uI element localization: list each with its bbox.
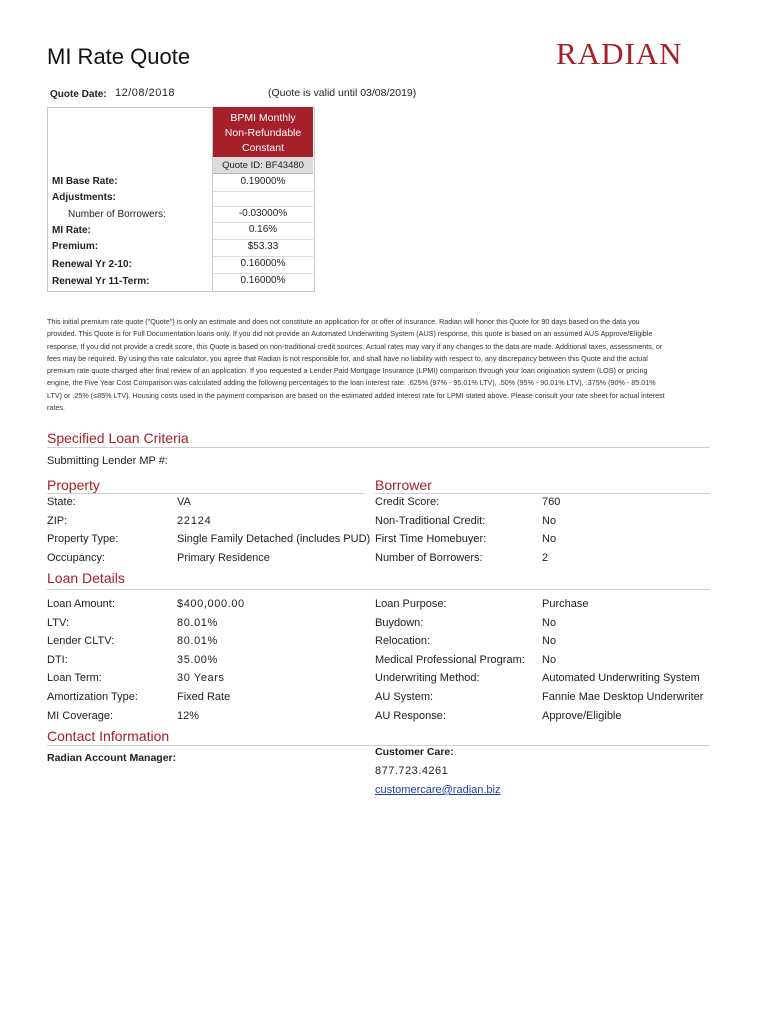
underwriting-method-value: Automated Underwriting System (542, 672, 700, 684)
section-divider (47, 493, 365, 494)
lender-cltv-value: 80.01% (177, 635, 218, 647)
loan-amount-value: $400,000.00 (177, 598, 245, 610)
section-title-property: Property (47, 477, 100, 493)
buydown-label: Buydown: (375, 617, 424, 629)
property-type-label: Property Type: (47, 533, 119, 545)
loan-purpose-value: Purchase (542, 598, 589, 610)
buydown-value: No (542, 617, 557, 629)
row-divider (213, 256, 313, 257)
row-divider (213, 222, 313, 223)
amortization-type-label: Amortization Type: (47, 691, 138, 703)
ltv-label: LTV: (47, 617, 70, 629)
section-title-borrower: Borrower (375, 477, 432, 493)
renewal-2-10-value: 0.16000% (240, 258, 286, 269)
row-divider (213, 206, 313, 207)
mi-base-rate-value: 0.19000% (240, 176, 286, 187)
property-type-value: Single Family Detached (includes PUD) (177, 533, 371, 545)
disclaimer-text: This initial premium rate quote ("Quote") is only an estimate and does not constitute an application for or offer of insurance. Radian will honor this Quote for 90 days based on the data you provided. This Quote is for Full Documentation loans only. If you did not provide an Automated Underwriting System (AUS) response, this quote is based on an assumed AUS Approve/Eligible response. If you did not provide a credit score, this Quote is based on non-traditional credit sources. Actual rates may vary if any changes to the data are made. Additional taxes, assessments, or fees may be required. By using this rate calculator, you agree that Radian is not responsible for, and shall have no liability with respect to, any discrepancy between this Quote and the actual premium rate quote charged after final review of an application. If you requested a Lender Paid Mortgage Insurance (LPMI) comparison through your loan origination system (LOS) or pricing engine, the Five Year Cost Comparison was calculated adding the following percentages to the loan interest rate: .625% (97% - 95.01% LTV), .50% (95% - 90.01% LTV), .375% (90% - 85.01% LTV) or .25% (≤85% LTV). Housing costs used in the payment comparison are based on the estimated added interest rate for LPMI stated above. Please consult your rate sheet for actual interest rates. (47, 317, 665, 413)
section-title-loan-details: Loan Details (47, 570, 125, 586)
quote-date-value: 12/08/2018 (115, 87, 176, 99)
customer-care-label: Customer Care: (375, 746, 454, 758)
page-title: MI Rate Quote (47, 44, 191, 69)
occupancy-label: Occupancy: (47, 552, 106, 564)
mi-rate-value: 0.16% (248, 224, 278, 235)
customer-care-phone: 877.723.4261 (375, 765, 449, 777)
number-of-borrowers-label: Number of Borrowers: (68, 209, 166, 220)
renewal-11-label: Renewal Yr 11-Term: (52, 276, 150, 287)
loan-purpose-label: Loan Purpose: (375, 598, 447, 610)
customer-care-email-link[interactable]: customercare@radian.biz (375, 784, 501, 796)
amortization-type-value: Fixed Rate (177, 691, 231, 703)
number-of-borrowers-field-label: Number of Borrowers: (375, 552, 483, 564)
mi-rate-label: MI Rate: (52, 225, 91, 236)
dti-label: DTI: (47, 654, 68, 666)
first-time-homebuyer-value: No (542, 533, 557, 545)
row-divider (213, 191, 313, 192)
dti-value: 35.00% (177, 654, 218, 666)
loan-term-value: 30 Years (177, 672, 225, 684)
quote-valid-note: (Quote is valid until 03/08/2019) (268, 87, 417, 99)
ltv-value: 80.01% (177, 617, 218, 629)
state-value: VA (177, 496, 191, 508)
section-divider (375, 493, 710, 494)
lender-mp-label: Submitting Lender MP #: (47, 455, 168, 467)
relocation-label: Relocation: (375, 635, 431, 647)
loan-term-label: Loan Term: (47, 672, 102, 684)
renewal-11-value: 0.16000% (240, 275, 286, 286)
au-response-label: AU Response: (375, 710, 446, 722)
product-header (213, 107, 313, 157)
mi-coverage-label: MI Coverage: (47, 710, 114, 722)
number-of-borrowers-field-value: 2 (542, 552, 549, 564)
zip-label: ZIP: (47, 515, 68, 527)
credit-score-value: 760 (542, 496, 561, 508)
au-system-label: AU System: (375, 691, 434, 703)
au-system-value: Fannie Mae Desktop Underwriter (542, 691, 704, 703)
section-title-contact: Contact Information (47, 728, 170, 744)
section-title-criteria: Specified Loan Criteria (47, 430, 189, 446)
state-label: State: (47, 496, 76, 508)
row-divider (213, 239, 313, 240)
quote-date-label: Quote Date: (50, 89, 107, 100)
au-response-value: Approve/Eligible (542, 710, 622, 722)
quote-id: Quote ID: BF43480 (213, 157, 313, 174)
account-manager-label: Radian Account Manager: (47, 752, 177, 764)
section-divider (47, 589, 710, 590)
premium-value: $53.33 (247, 241, 279, 252)
adjustments-label: Adjustments: (52, 192, 116, 203)
lender-cltv-label: Lender CLTV: (47, 635, 115, 647)
premium-label: Premium: (52, 241, 99, 252)
renewal-2-10-label: Renewal Yr 2-10: (52, 259, 132, 270)
non-traditional-credit-value: No (542, 515, 557, 527)
non-traditional-credit-label: Non-Traditional Credit: (375, 515, 486, 527)
product-line-3: Constant (241, 142, 285, 154)
occupancy-value: Primary Residence (177, 552, 270, 564)
number-of-borrowers-value: -0.03000% (238, 208, 288, 219)
product-line-2: Non-Refundable (224, 127, 302, 139)
first-time-homebuyer-label: First Time Homebuyer: (375, 533, 487, 545)
credit-score-label: Credit Score: (375, 496, 440, 508)
medical-program-value: No (542, 654, 557, 666)
mi-base-rate-label: MI Base Rate: (52, 176, 118, 187)
underwriting-method-label: Underwriting Method: (375, 672, 480, 684)
mi-coverage-value: 12% (177, 710, 200, 722)
section-divider (47, 447, 710, 448)
radian-logo: RADIAN (556, 36, 683, 71)
medical-program-label: Medical Professional Program: (375, 654, 525, 666)
row-divider (213, 273, 313, 274)
loan-amount-label: Loan Amount: (47, 598, 115, 610)
product-line-1: BPMI Monthly (230, 112, 296, 124)
zip-value: 22124 (177, 515, 212, 527)
relocation-value: No (542, 635, 557, 647)
